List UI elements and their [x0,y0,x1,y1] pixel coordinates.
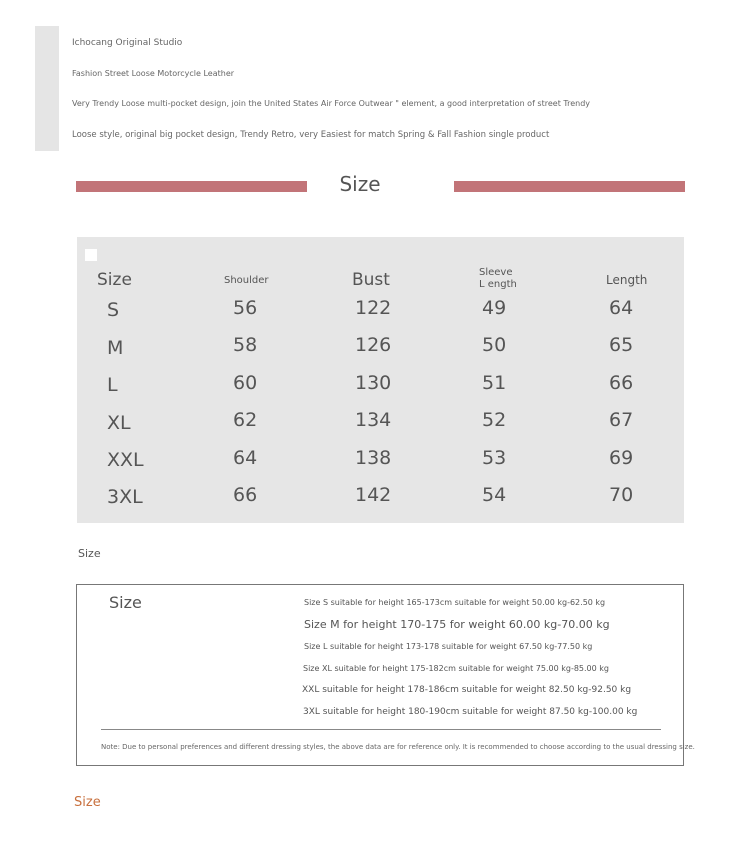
size-table [77,237,684,523]
size-recommendation-box [76,584,695,766]
recommendation-divider [101,729,661,730]
cell-sleeve: 49 [482,297,507,319]
cell-length: 67 [609,409,634,431]
heading-rule-right [454,181,685,192]
cell-shoulder: 56 [233,297,258,319]
recommendation-line: Size M for height 170-175 for weight 60.00 kg-70.00 kg [304,618,610,631]
size-heading [0,172,750,202]
studio-name: Ichocang Original Studio [72,38,183,48]
product-name: Fashion Street Loose Motorcycle Leather [72,69,235,78]
cell-bust: 134 [355,409,392,431]
header-shoulder: Shoulder [224,275,269,286]
cell-sleeve: 51 [482,372,507,394]
recommendation-line: Size L suitable for height 173-178 suitable for weight 67.50 kg-77.50 kg [304,642,593,651]
recommendation-line: 3XL suitable for height 180-190cm suitable for weight 87.50 kg-100.00 kg [303,707,638,717]
cell-length: 65 [609,334,634,356]
recommendation-title: Size [109,593,142,612]
cell-length: 64 [609,297,634,319]
recommendation-line: Size XL suitable for height 175-182cm suitable for weight 75.00 kg-85.00 kg [303,664,609,673]
cell-shoulder: 58 [233,334,258,356]
cell-size: 3XL [107,486,143,508]
cell-sleeve: 50 [482,334,507,356]
cell-shoulder: 60 [233,372,258,394]
cell-bust: 142 [355,484,392,506]
heading-title: Size [339,172,381,196]
cell-size: M [107,337,124,359]
header-length: Length [606,273,648,287]
cell-sleeve: 53 [482,447,507,469]
cell-size: L [107,374,118,396]
cell-shoulder: 66 [233,484,258,506]
cell-shoulder: 64 [233,447,258,469]
footer-size-label: Size [74,795,101,810]
cell-length: 66 [609,372,634,394]
header-sleeve-length: Sleeve L ength [479,267,517,290]
cell-size: XL [107,412,131,434]
corner-checkbox [85,249,97,261]
heading-rule-left [76,181,307,192]
product-description-2: Loose style, original big pocket design, Trendy Retro, very Easiest for match Spring & Fall Fashion single product [72,130,550,140]
intro-sidebar-bar [35,26,59,151]
cell-sleeve: 54 [482,484,507,506]
table-caption: Size [78,547,101,560]
cell-length: 69 [609,447,634,469]
header-bust: Bust [352,270,390,290]
cell-size: S [107,299,120,321]
cell-length: 70 [609,484,634,506]
header-size: Size [97,270,132,290]
cell-shoulder: 62 [233,409,258,431]
cell-bust: 126 [355,334,392,356]
cell-size: XXL [107,449,144,471]
cell-bust: 130 [355,372,392,394]
recommendation-line: XXL suitable for height 178-186cm suitable for weight 82.50 kg-92.50 kg [302,685,632,695]
cell-bust: 138 [355,447,392,469]
recommendation-note: Note: Due to personal preferences and different dressing styles, the above data are for reference only. It is recommended to choose according to the usual dressing size. [101,743,695,751]
cell-sleeve: 52 [482,409,507,431]
cell-bust: 122 [355,297,392,319]
recommendation-line: Size S suitable for height 165-173cm suitable for weight 50.00 kg-62.50 kg [304,598,606,607]
product-description-1: Very Trendy Loose multi-pocket design, join the United States Air Force Outwear " element, a good interpretation of street Trendy [72,99,590,108]
